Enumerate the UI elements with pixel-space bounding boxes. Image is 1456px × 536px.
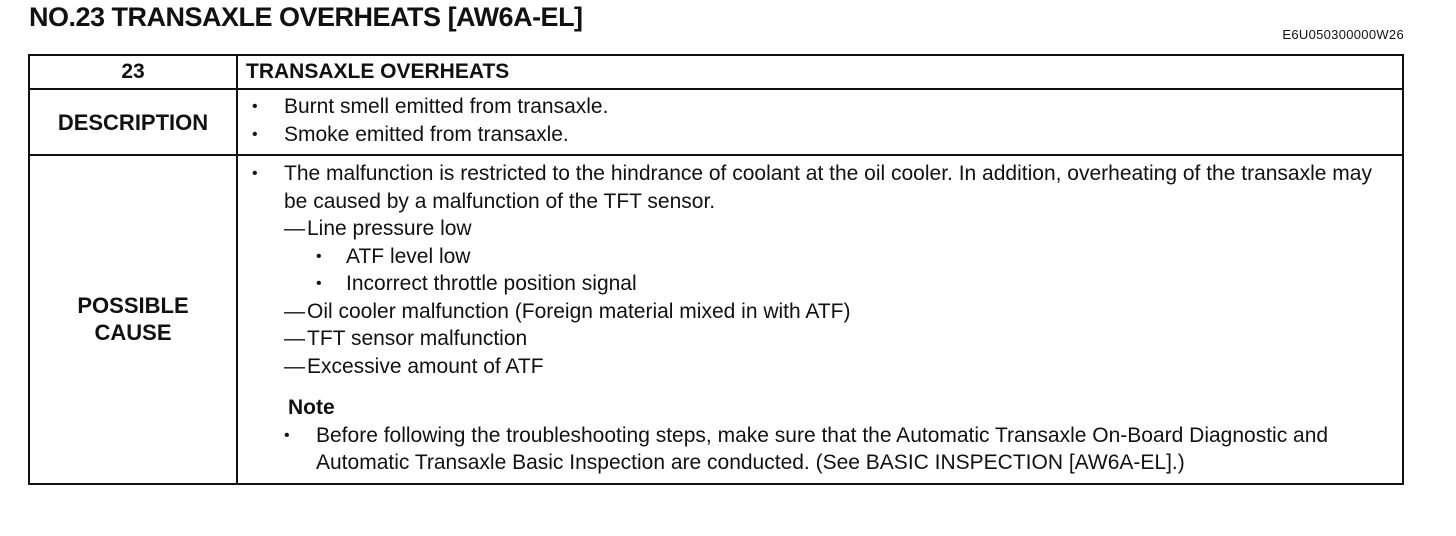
list-item xyxy=(252,93,1394,121)
note-item xyxy=(252,422,1394,477)
description-content xyxy=(237,89,1403,155)
description-item: Smoke emitted from transaxle. xyxy=(284,122,569,146)
cause-sub-text: Incorrect throttle position signal xyxy=(346,272,637,295)
cause-sub-text: ATF level low xyxy=(346,244,471,268)
cause-summary: The malfunction is restricted to the hindrance of coolant at the oil cooler. In addition, overheating of the transaxle may be caused by a malfunction of the TFT sensor. xyxy=(284,162,1372,213)
bullet-icon: • xyxy=(252,98,258,115)
possible-cause-label-line1: POSSIBLE xyxy=(77,293,189,319)
bullet-icon: • xyxy=(316,247,322,265)
bullet-icon: • xyxy=(316,275,322,292)
description-label: DESCRIPTION xyxy=(29,89,237,155)
dash-icon: — xyxy=(284,217,305,240)
troubleshooting-table xyxy=(28,54,1404,485)
list-item xyxy=(252,121,1394,149)
list-item xyxy=(252,160,1394,215)
dash-icon: — xyxy=(284,299,305,323)
dash-icon: — xyxy=(284,354,305,378)
cause-text: TFT sensor malfunction xyxy=(307,327,528,350)
symptom-title: TRANSAXLE OVERHEATS xyxy=(237,55,1403,89)
cause-sub-item xyxy=(252,243,1394,271)
table-header-row xyxy=(29,55,1403,89)
description-item: Burnt smell emitted from transaxle. xyxy=(284,95,609,118)
description-row xyxy=(29,89,1403,155)
page-title: NO.23 TRANSAXLE OVERHEATS [AW6A-EL] xyxy=(29,2,583,32)
bullet-icon: • xyxy=(284,426,290,444)
cause-item xyxy=(252,298,1394,326)
cause-item xyxy=(252,215,1394,243)
cause-sub-item xyxy=(252,270,1394,298)
possible-cause-label-line2: CAUSE xyxy=(94,320,172,346)
cause-text: Excessive amount of ATF xyxy=(307,354,544,378)
possible-cause-content xyxy=(237,155,1403,484)
document-code: E6U050300000W26 xyxy=(1282,27,1404,42)
note-heading: Note xyxy=(288,396,335,419)
cause-text: Line pressure low xyxy=(307,217,472,240)
cause-item xyxy=(252,325,1394,353)
possible-cause-row xyxy=(29,155,1403,484)
bullet-icon: • xyxy=(252,165,258,182)
dash-icon: — xyxy=(284,327,305,350)
symptom-number: 23 xyxy=(29,55,237,89)
cause-text: Oil cooler malfunction (Foreign material mixed in with ATF) xyxy=(307,299,851,323)
possible-cause-label xyxy=(29,155,237,484)
bullet-icon: • xyxy=(252,125,258,143)
note-text: Before following the troubleshooting steps, make sure that the Automatic Transaxle On-Board Diagnostic and Automatic Transaxle Basic Inspection are conducted. (See BASIC INSPECTION [AW6A-EL].) xyxy=(316,423,1329,474)
cause-item xyxy=(252,353,1394,381)
